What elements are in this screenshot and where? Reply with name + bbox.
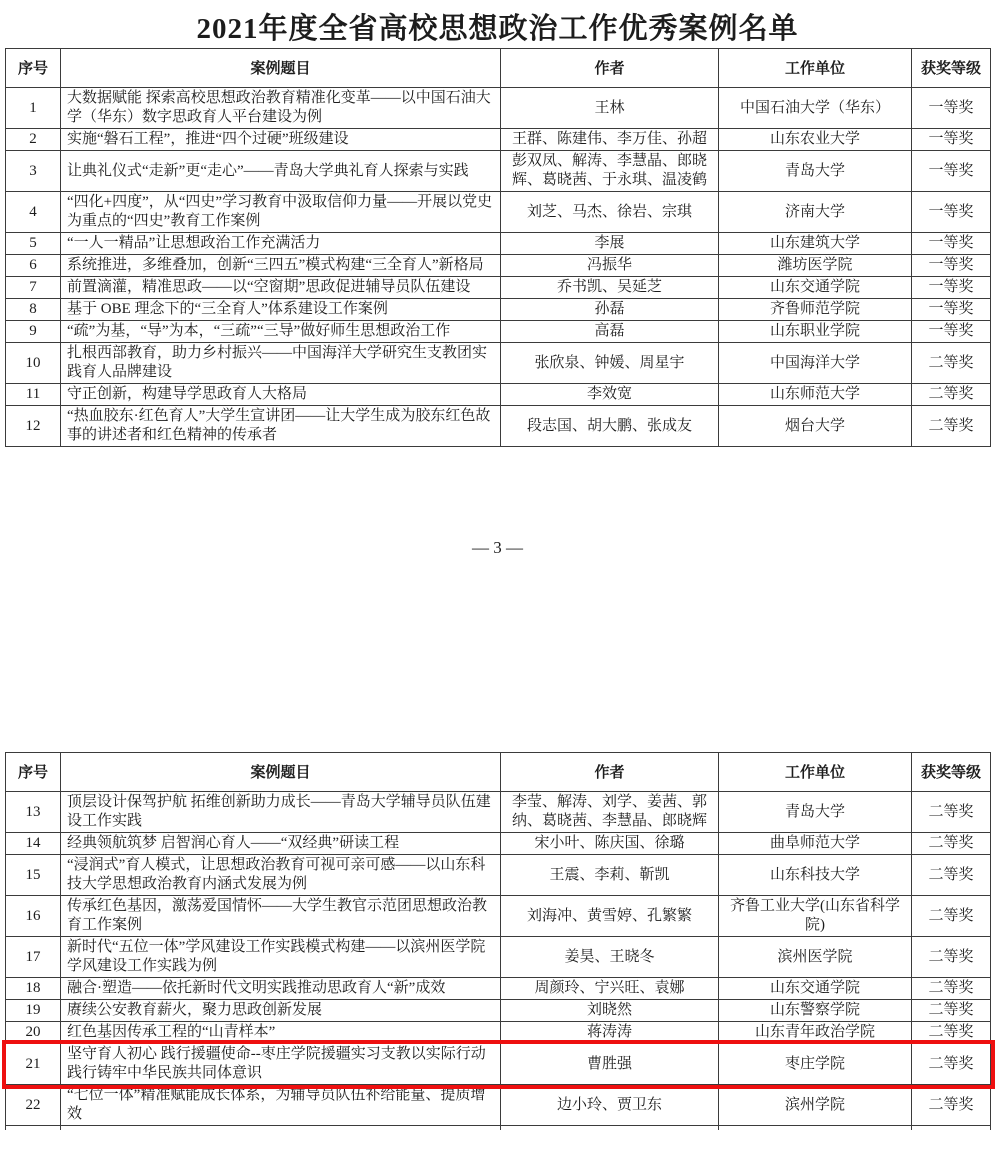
award-level: 一等奖 (912, 192, 991, 233)
authors: 乔书凯、吴延芝 (501, 277, 719, 299)
award-level: 二等奖 (912, 896, 991, 937)
award-level: 一等奖 (912, 255, 991, 277)
row-number: 13 (6, 792, 61, 833)
table-row (6, 1085, 991, 1126)
row-number: 14 (6, 833, 61, 855)
case-title: “七位一体”精准赋能成长体系，为辅导员队伍补给能量、提质增效 (61, 1085, 501, 1126)
row-number: 21 (6, 1044, 61, 1085)
work-unit: 中国海洋大学 (719, 343, 912, 384)
row-number: 20 (6, 1022, 61, 1044)
case-title: 基于 OBE 理念下的“三全育人”体系建设工作案例 (61, 299, 501, 321)
award-level: 二等奖 (912, 384, 991, 406)
authors: 曹胜强 (501, 1044, 719, 1085)
row-number: 7 (6, 277, 61, 299)
case-title: 新时代“五位一体”学风建设工作实践模式构建——以滨州医学院学风建设工作实践为例 (61, 937, 501, 978)
row-number: 1 (6, 88, 61, 129)
work-unit: 山东青年政治学院 (719, 1022, 912, 1044)
authors (501, 1126, 719, 1131)
row-number: 16 (6, 896, 61, 937)
case-title: 大数据赋能 探索高校思想政治教育精准化变革——以中国石油大学（华东）数字思政育人平台建设为例 (61, 88, 501, 129)
case-title: “四化+四度”，从“四史”学习教育中汲取信仰力量——开展以党史为重点的“四史”教育工作案例 (61, 192, 501, 233)
row-number: 6 (6, 255, 61, 277)
page-title: 2021年度全省高校思想政治工作优秀案例名单 (196, 13, 799, 45)
award-level: 二等奖 (912, 1085, 991, 1126)
table-row-clipped (6, 1126, 991, 1131)
case-title: 红色基因传承工程的“山青样本” (61, 1022, 501, 1044)
case-title: “疏”为基，“导”为本，“三疏”“三导”做好师生思想政治工作 (61, 321, 501, 343)
row-number: 9 (6, 321, 61, 343)
table-row (6, 384, 991, 406)
table-row (6, 792, 991, 833)
work-unit: 山东建筑大学 (719, 233, 912, 255)
work-unit: 曲阜师范大学 (719, 833, 912, 855)
work-unit: 中国石油大学（华东） (719, 88, 912, 129)
case-title (61, 1126, 501, 1131)
authors: 段志国、胡大鹏、张成友 (501, 406, 719, 447)
case-title: 系统推进，多维叠加，创新“三四五”模式构建“三全育人”新格局 (61, 255, 501, 277)
row-number: 8 (6, 299, 61, 321)
work-unit: 滨州医学院 (719, 937, 912, 978)
award-level: 一等奖 (912, 233, 991, 255)
work-unit: 齐鲁工业大学(山东省科学院) (719, 896, 912, 937)
table-row (6, 88, 991, 129)
table-row (6, 406, 991, 447)
header-serial-number: 序号 (6, 753, 61, 792)
awards-table-section-1 (5, 48, 991, 447)
case-title: 实施“磐石工程”，推进“四个过硬”班级建设 (61, 129, 501, 151)
authors: 姜昊、王晓冬 (501, 937, 719, 978)
award-level: 一等奖 (912, 88, 991, 129)
award-level: 二等奖 (912, 1022, 991, 1044)
work-unit: 山东交通学院 (719, 277, 912, 299)
table-row-highlighted (6, 1044, 991, 1085)
authors: 冯振华 (501, 255, 719, 277)
authors: 孙磊 (501, 299, 719, 321)
table-body-section-1 (6, 88, 991, 447)
table-row (6, 1022, 991, 1044)
work-unit: 山东职业学院 (719, 321, 912, 343)
work-unit: 齐鲁师范学院 (719, 299, 912, 321)
case-title: 赓续公安教育薪火，聚力思政创新发展 (61, 1000, 501, 1022)
work-unit: 山东师范大学 (719, 384, 912, 406)
row-number: 11 (6, 384, 61, 406)
work-unit: 青岛大学 (719, 151, 912, 192)
authors: 彭双凤、解涛、李慧晶、郎晓辉、葛晓茜、于永琪、温凌鹤 (501, 151, 719, 192)
authors: 李展 (501, 233, 719, 255)
work-unit: 山东农业大学 (719, 129, 912, 151)
award-level: 一等奖 (912, 321, 991, 343)
page-number: — 3 — (472, 538, 523, 557)
award-level: 二等奖 (912, 343, 991, 384)
authors: 蒋涛涛 (501, 1022, 719, 1044)
award-level: 一等奖 (912, 151, 991, 192)
authors: 王群、陈建伟、李万佳、孙超 (501, 129, 719, 151)
row-number: 17 (6, 937, 61, 978)
award-level: 二等奖 (912, 978, 991, 1000)
work-unit: 枣庄学院 (719, 1044, 912, 1085)
table-row (6, 299, 991, 321)
case-title: 守正创新，构建导学思政育人大格局 (61, 384, 501, 406)
award-level: 二等奖 (912, 1044, 991, 1085)
row-number: 3 (6, 151, 61, 192)
authors: 边小玲、贾卫东 (501, 1085, 719, 1126)
row-number: 5 (6, 233, 61, 255)
table-body-partial (6, 1126, 991, 1131)
award-level: 一等奖 (912, 277, 991, 299)
row-number: 19 (6, 1000, 61, 1022)
case-title: “一人一精品”让思想政治工作充满活力 (61, 233, 501, 255)
authors: 周颜玲、宁兴旺、袁娜 (501, 978, 719, 1000)
case-title: 扎根西部教育，助力乡村振兴——中国海洋大学研究生支教团实践育人品牌建设 (61, 343, 501, 384)
table-row (6, 896, 991, 937)
row-number: 2 (6, 129, 61, 151)
table-header-row (6, 753, 991, 792)
case-title: 坚守育人初心 践行援疆使命--枣庄学院援疆实习支教以实际行动践行铸牢中华民族共同体意识 (61, 1044, 501, 1085)
row-number: 22 (6, 1085, 61, 1126)
header-authors: 作者 (501, 49, 719, 88)
table-row (6, 129, 991, 151)
table-body-section-2 (6, 792, 991, 1126)
authors: 李莹、解涛、刘学、姜茜、郭纳、葛晓茜、李慧晶、郎晓辉 (501, 792, 719, 833)
case-title: 前置滴灌，精准思政——以“空窗期”思政促进辅导员队伍建设 (61, 277, 501, 299)
table-row (6, 277, 991, 299)
header-award-level: 获奖等级 (912, 753, 991, 792)
header-work-unit: 工作单位 (719, 49, 912, 88)
authors: 王震、李莉、靳凯 (501, 855, 719, 896)
row-number: 15 (6, 855, 61, 896)
table-row (6, 833, 991, 855)
row-number: 12 (6, 406, 61, 447)
awards-table-section-2 (5, 752, 991, 1130)
table-row (6, 1000, 991, 1022)
header-work-unit: 工作单位 (719, 753, 912, 792)
award-level: 二等奖 (912, 406, 991, 447)
work-unit: 潍坊医学院 (719, 255, 912, 277)
authors: 刘芝、马杰、徐岩、宗琪 (501, 192, 719, 233)
row-number: 18 (6, 978, 61, 1000)
authors: 王林 (501, 88, 719, 129)
case-title: 融合·塑造——依托新时代文明实践推动思政育人“新”成效 (61, 978, 501, 1000)
table-row (6, 855, 991, 896)
row-number: 10 (6, 343, 61, 384)
work-unit (719, 1126, 912, 1131)
case-title: 传承红色基因，激荡爱国情怀——大学生教官示范团思想政治教育工作案例 (61, 896, 501, 937)
award-level: 二等奖 (912, 937, 991, 978)
work-unit: 山东警察学院 (719, 1000, 912, 1022)
authors: 李效宽 (501, 384, 719, 406)
table-row (6, 233, 991, 255)
header-case-title: 案例题目 (61, 753, 501, 792)
award-level: 二等奖 (912, 792, 991, 833)
case-title: 经典领航筑梦 启智润心育人——“双经典”研读工程 (61, 833, 501, 855)
header-serial-number: 序号 (6, 49, 61, 88)
award-level: 二等奖 (912, 833, 991, 855)
authors: 张欣泉、钟媛、周星宇 (501, 343, 719, 384)
table-row (6, 321, 991, 343)
work-unit: 山东交通学院 (719, 978, 912, 1000)
work-unit: 济南大学 (719, 192, 912, 233)
award-level: 二等奖 (912, 1000, 991, 1022)
authors: 高磊 (501, 321, 719, 343)
table-row (6, 978, 991, 1000)
table-row (6, 937, 991, 978)
table-row (6, 343, 991, 384)
table-header-row (6, 49, 991, 88)
case-title: “浸润式”育人模式，让思想政治教育可视可亲可感——以山东科技大学思想政治教育内涵式发展为例 (61, 855, 501, 896)
work-unit: 烟台大学 (719, 406, 912, 447)
award-level: 一等奖 (912, 129, 991, 151)
work-unit: 青岛大学 (719, 792, 912, 833)
row-number: 4 (6, 192, 61, 233)
authors: 宋小叶、陈庆国、徐璐 (501, 833, 719, 855)
header-authors: 作者 (501, 753, 719, 792)
case-title: 顶层设计保驾护航 拓维创新助力成长——青岛大学辅导员队伍建设工作实践 (61, 792, 501, 833)
table-row (6, 255, 991, 277)
case-title: “热血胶东·红色育人”大学生宣讲团——让大学生成为胶东红色故事的讲述者和红色精神的传承者 (61, 406, 501, 447)
award-level: 一等奖 (912, 299, 991, 321)
award-level: 二等奖 (912, 855, 991, 896)
work-unit: 山东科技大学 (719, 855, 912, 896)
work-unit: 滨州学院 (719, 1085, 912, 1126)
table-row (6, 192, 991, 233)
case-title: 让典礼仪式“走新”更“走心”——青岛大学典礼育人探索与实践 (61, 151, 501, 192)
header-case-title: 案例题目 (61, 49, 501, 88)
row-number (6, 1126, 61, 1131)
award-level (912, 1126, 991, 1131)
authors: 刘晓然 (501, 1000, 719, 1022)
authors: 刘海冲、黄雪婷、孔繁繁 (501, 896, 719, 937)
table-row (6, 151, 991, 192)
header-award-level: 获奖等级 (912, 49, 991, 88)
